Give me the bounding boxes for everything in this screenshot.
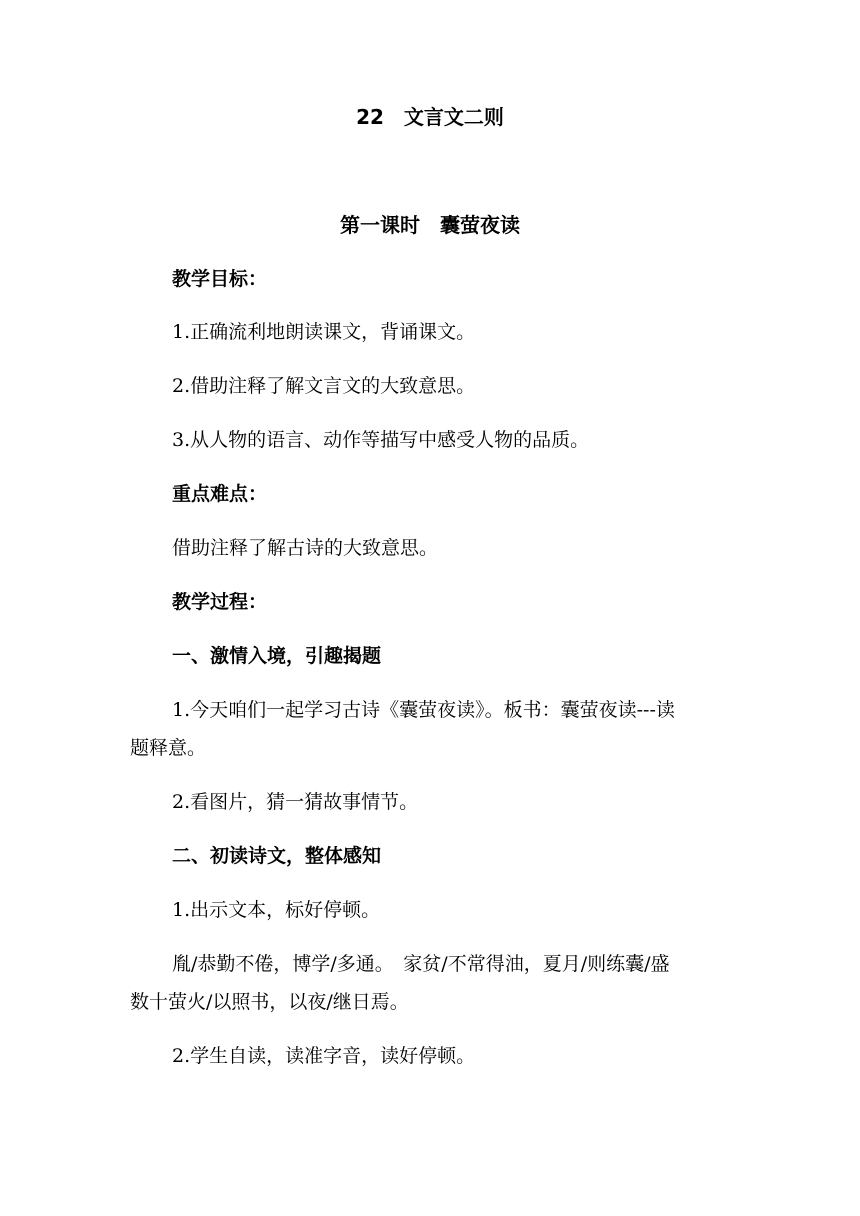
goal-item: 2.借助注释了解文言文的大致意思。 [172, 375, 476, 397]
paragraph-line: 1.今天咱们一起学习古诗《囊萤夜读》。板书：囊萤夜读---读 [172, 699, 675, 721]
goal-item: 1.正确流利地朗读课文，背诵课文。 [172, 321, 476, 343]
section-heading: 二、初读诗文，整体感知 [172, 845, 382, 867]
paragraph-line: 1.出示文本，标好停顿。 [172, 899, 381, 921]
paragraph-line: 题释意。 [130, 737, 207, 759]
process-heading: 教学过程： [172, 591, 268, 613]
paragraph-line: 2.看图片，猜一猜故事情节。 [172, 791, 419, 813]
classical-text-line: 数十萤火/以照书，以夜/继日焉。 [130, 991, 409, 1013]
document-title: 22 文言文二则 [356, 105, 504, 129]
lesson-title: 第一课时 囊萤夜读 [340, 213, 520, 237]
goals-heading: 教学目标： [172, 268, 268, 290]
classical-text-line: 胤/恭勤不倦，博学/多通。 家贫/不常得油，夏月/则练囊/盛 [172, 953, 670, 975]
paragraph-line: 2.学生自读，读准字音，读好停顿。 [172, 1045, 476, 1067]
key-text: 借助注释了解古诗的大致意思。 [172, 537, 439, 559]
key-heading: 重点难点： [172, 483, 268, 505]
goal-item: 3.从人物的语言、动作等描写中感受人物的品质。 [172, 429, 590, 451]
section-heading: 一、激情入境，引趣揭题 [172, 645, 382, 667]
